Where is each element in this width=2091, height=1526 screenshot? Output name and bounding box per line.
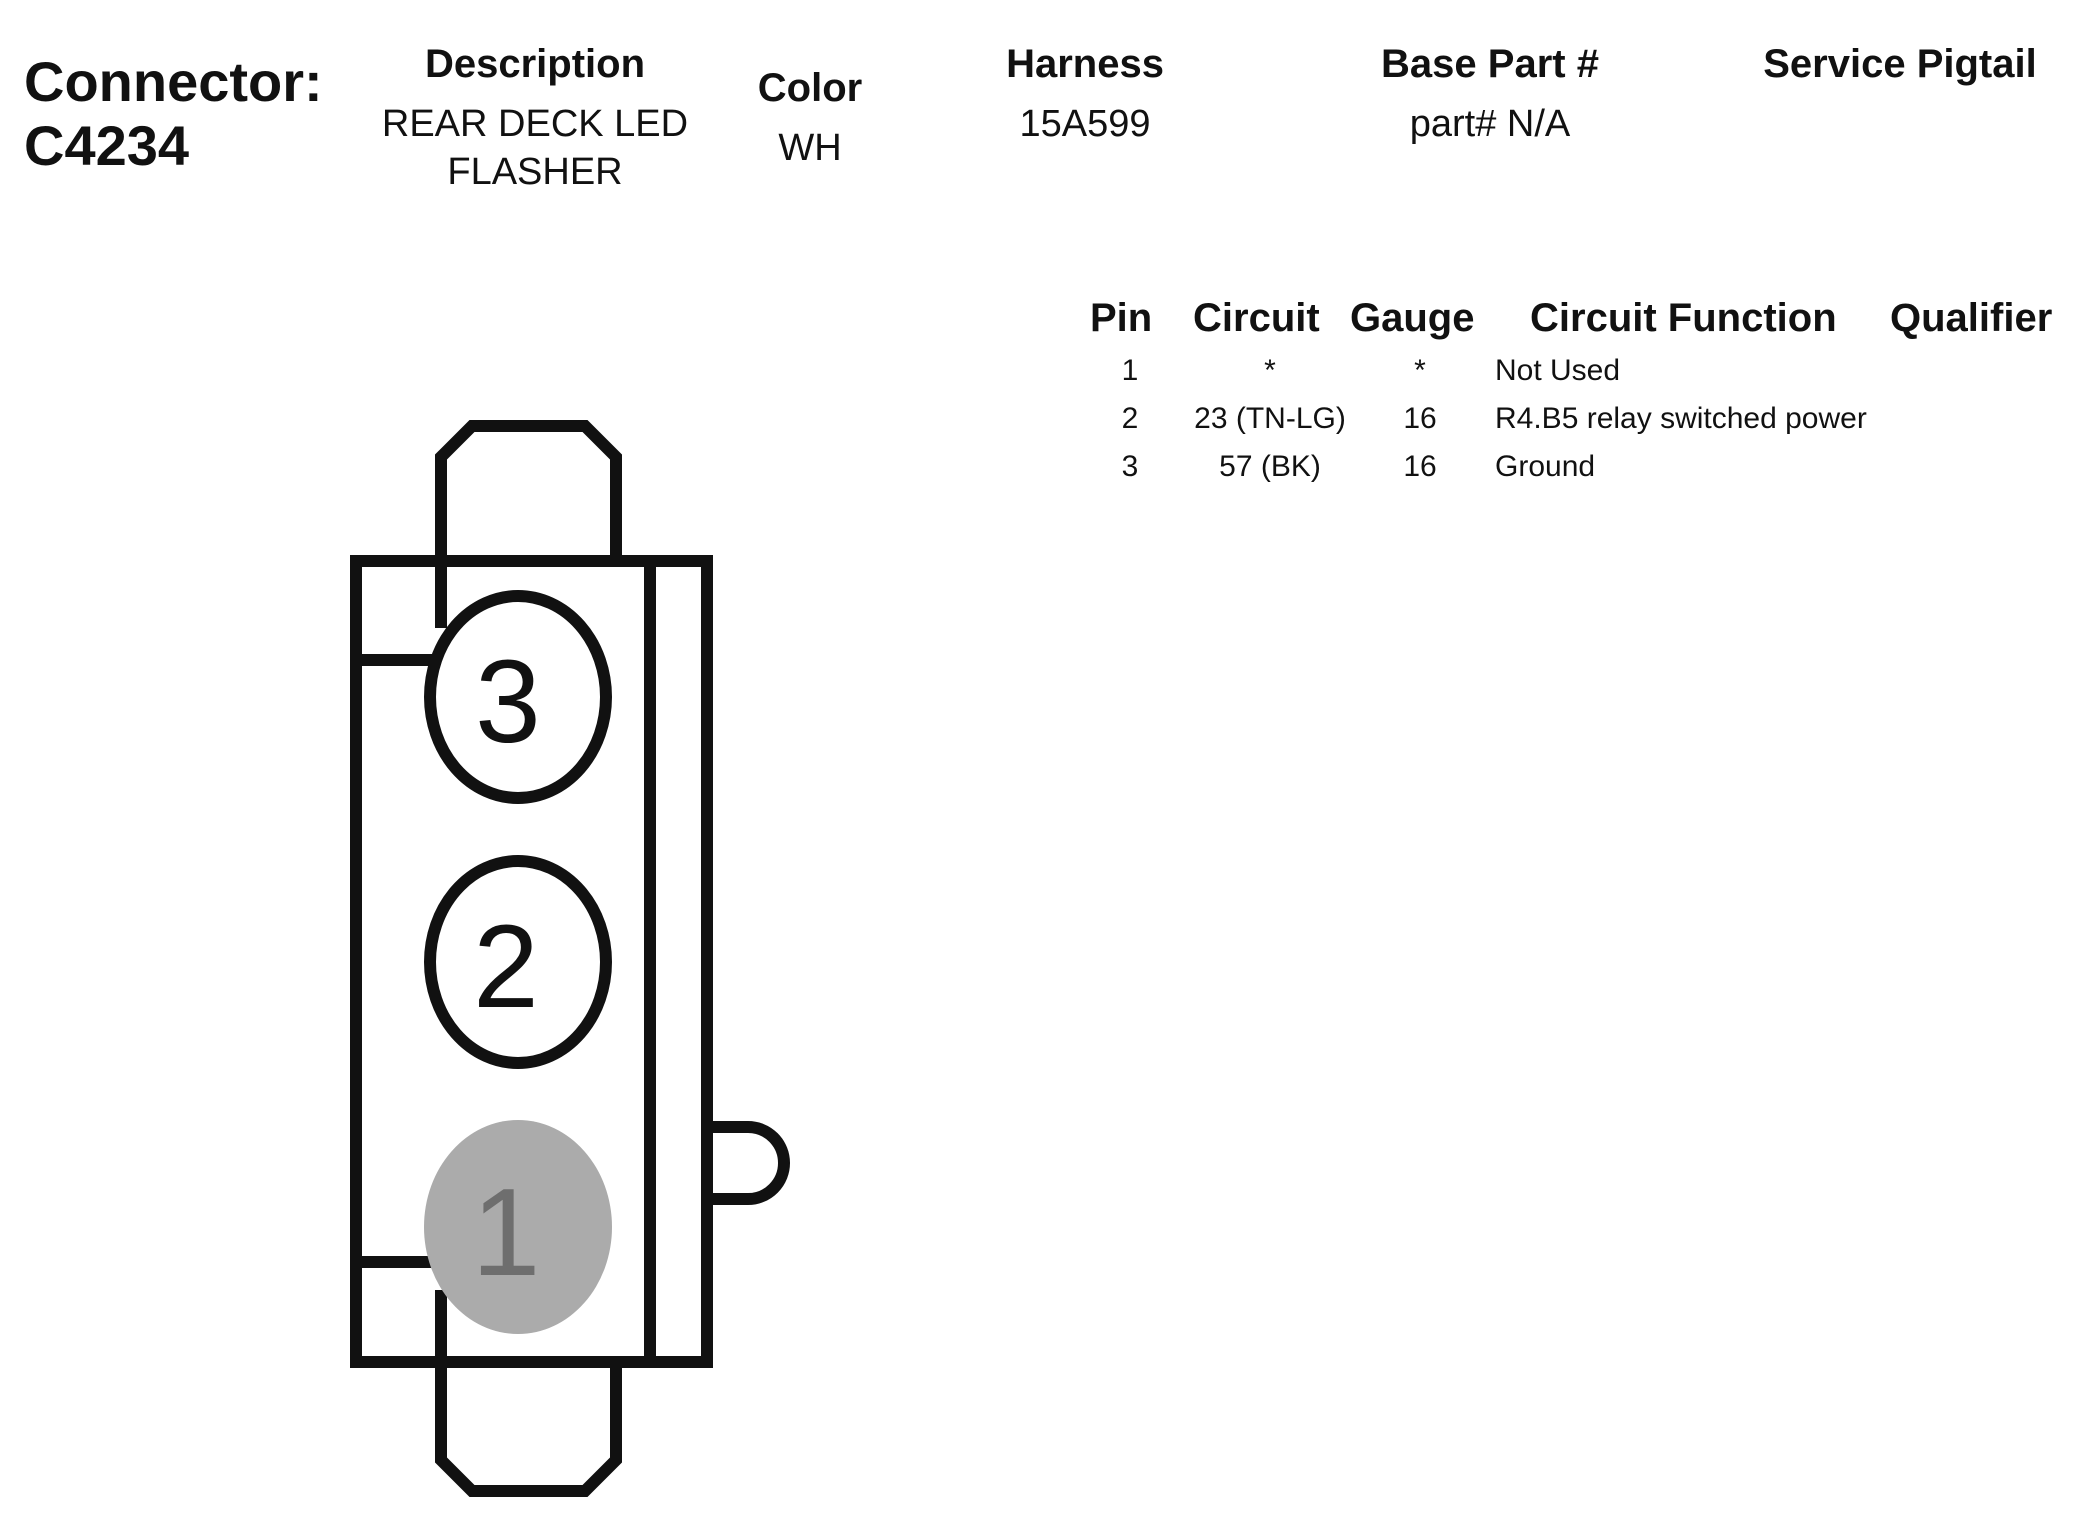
bottom-latch <box>441 1365 616 1491</box>
color-value: WH <box>778 127 842 169</box>
service-pigtail-header: Service Pigtail <box>1763 42 2037 86</box>
table-cell-gauge: 16 <box>1403 402 1437 435</box>
table-cell-pin: 3 <box>1121 450 1139 483</box>
pin-3 <box>430 596 606 798</box>
connector-label: Connector: <box>24 50 323 113</box>
table-cell-gauge: 16 <box>1403 450 1437 483</box>
harness-value: 15A599 <box>1019 103 1151 145</box>
pin-1 <box>424 1120 612 1334</box>
table-cell-pin: 2 <box>1121 402 1139 435</box>
table-cell-pin: 1 <box>1121 354 1139 387</box>
table-cell-circuit: 23 (TN-LG) <box>1194 402 1346 435</box>
color-header: Color <box>757 66 863 110</box>
column-header-gauge: Gauge <box>1350 296 1475 340</box>
table-cell-gauge: * <box>1414 354 1426 387</box>
table-cell-function: R4.B5 relay switched power <box>1495 402 1867 435</box>
connector-id: C4234 <box>24 114 190 177</box>
table-cell-circuit: 57 (BK) <box>1219 450 1321 483</box>
table-cell-function: Ground <box>1495 450 1596 483</box>
top-latch <box>441 426 616 558</box>
pin-2-label: 2 <box>473 901 539 1033</box>
column-header-circuit: Circuit <box>1193 296 1320 340</box>
base-part-value: part# N/A <box>1409 103 1571 145</box>
pin-3-label: 3 <box>475 636 541 768</box>
column-header-pin: Pin <box>1090 296 1153 340</box>
column-header-qualifier: Qualifier <box>1890 296 2053 340</box>
pin-1-label: 1 <box>471 1164 541 1302</box>
pin-2 <box>430 861 606 1063</box>
table-cell-circuit: * <box>1264 354 1276 387</box>
base-part-header: Base Part # <box>1381 42 1599 86</box>
description-header: Description <box>424 42 646 86</box>
harness-header: Harness <box>1006 42 1164 86</box>
column-header-circuit-function: Circuit Function <box>1530 296 1837 340</box>
description-line-2: FLASHER <box>447 151 623 193</box>
polarization-key <box>707 1127 784 1199</box>
table-cell-function: Not Used <box>1495 354 1621 387</box>
description-line-1: REAR DECK LED <box>381 103 689 145</box>
